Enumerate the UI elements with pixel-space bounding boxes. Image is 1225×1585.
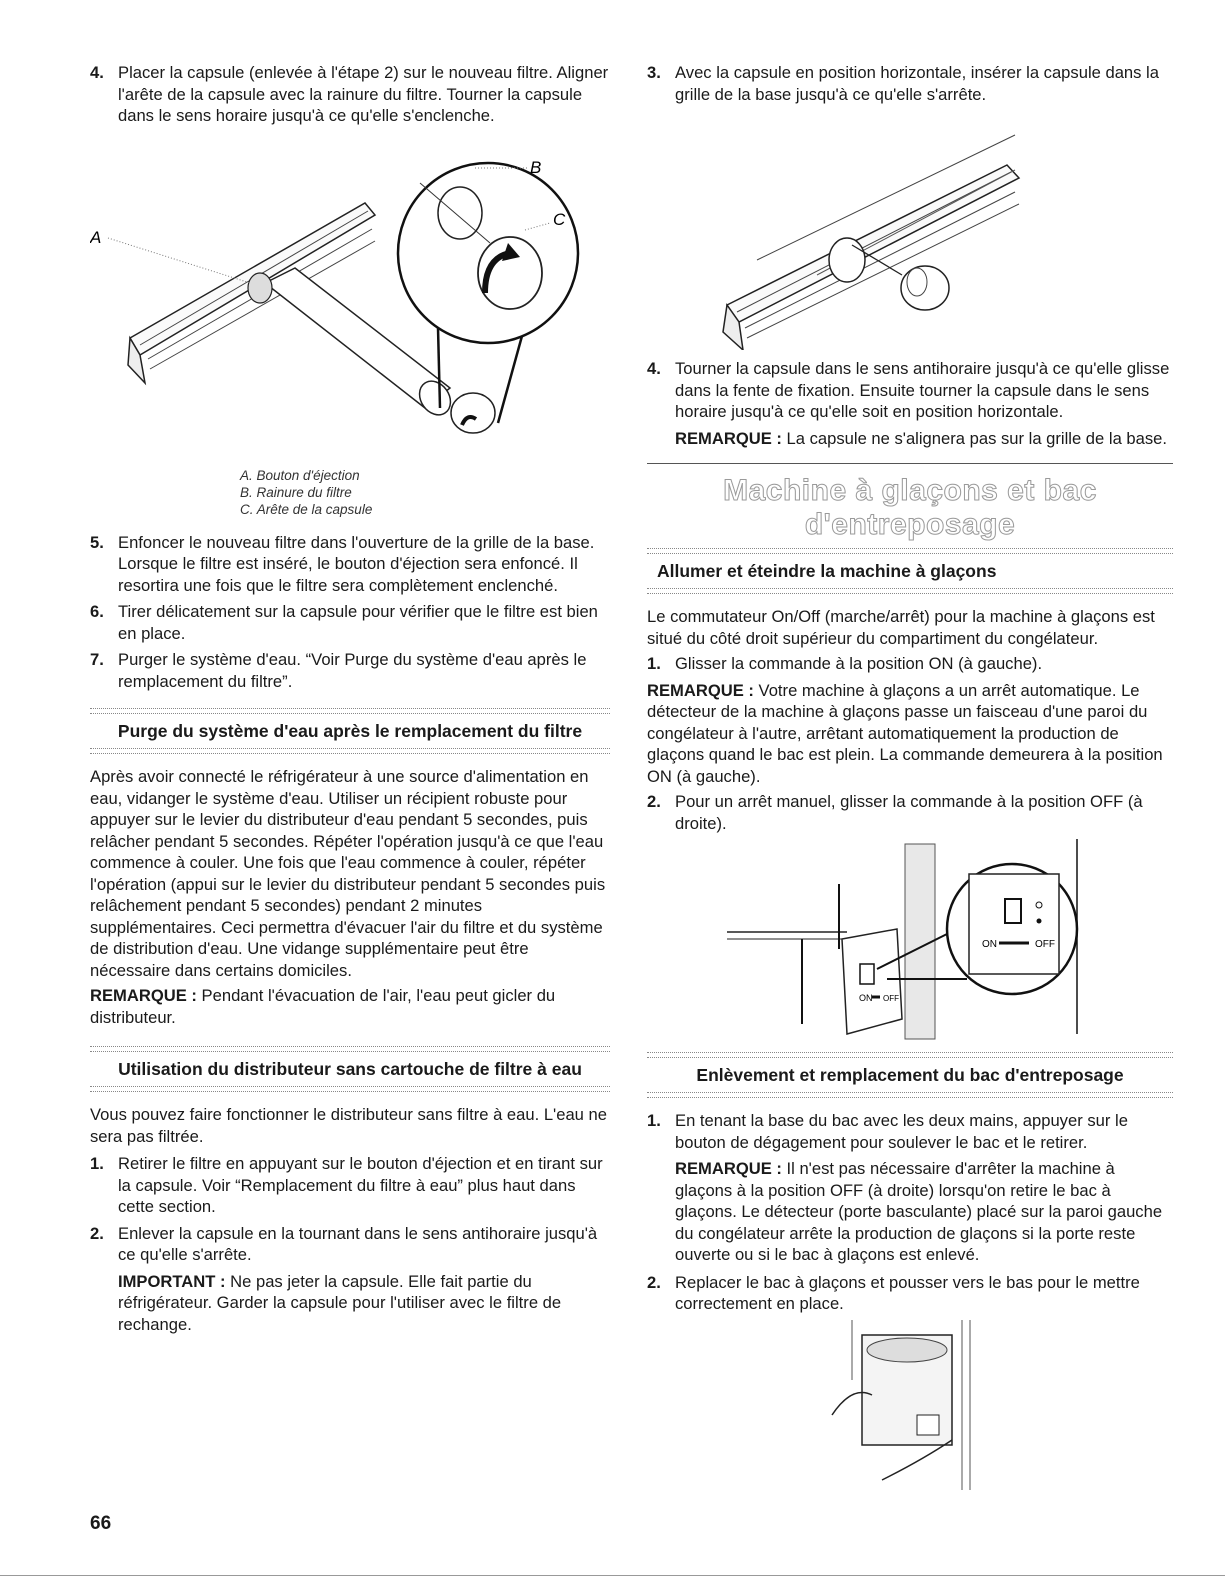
divider	[647, 1052, 1173, 1058]
step-text: Glisser la commande à la position ON (à gauche).	[675, 654, 1043, 673]
section-title: Machine à glaçons et bac d'entreposage	[723, 474, 1097, 541]
right-column	[647, 62, 1173, 1490]
label-c: C	[553, 209, 566, 229]
step-number: 2.	[90, 1223, 104, 1243]
step-text: Placer la capsule (enlevée à l'étape 2) sur le nouveau filtre. Aligner l'arête de la capsule avec la rainure du filtre. Tourner la capsule dans le sens horaire jusqu'à ce qu'elle s'enclenche.	[118, 63, 609, 125]
purge-heading: Purge du système d'eau après le remplacement du filtre	[117, 721, 583, 741]
note-keyword: REMARQUE :	[90, 986, 197, 1005]
step-4-right	[647, 358, 1173, 423]
util-paragraph: Vous pouvez faire fonctionner le distributeur sans filtre à eau. L'eau ne sera pas filtrée.	[90, 1105, 607, 1146]
step-text: En tenant la base du bac avec les deux mains, appuyer sur le bouton de dégagement pour soulever le bac et le retirer.	[675, 1111, 1128, 1152]
section-rule	[647, 463, 1173, 464]
important-note	[118, 1271, 610, 1336]
ice-switch-illustration	[647, 839, 1173, 1044]
divider	[647, 588, 1173, 594]
page-number: 66	[90, 1513, 112, 1534]
step-number: 1.	[90, 1154, 104, 1173]
switch-off-label: OFF	[1035, 939, 1055, 950]
bin-step-2	[647, 1272, 1173, 1315]
util-step-1	[90, 1153, 610, 1218]
step-number: 1.	[647, 654, 661, 673]
left-column	[90, 62, 610, 1341]
step-7	[90, 649, 610, 692]
ice-heading: Allumer et éteindre la machine à glaçons	[657, 561, 997, 581]
ice-step-1	[647, 653, 1173, 675]
ice-step-2	[647, 791, 1173, 834]
step-6	[90, 601, 610, 644]
caption-a: A. Bouton d'éjection	[240, 467, 360, 483]
bin-heading: Enlèvement et remplacement du bac d'entreposage	[696, 1065, 1124, 1085]
step-text: Enlever la capsule en la tournant dans le sens antihoraire jusqu'à ce qu'elle s'arrête.	[118, 1223, 598, 1264]
bin-step-1	[647, 1110, 1173, 1153]
step-3-right	[647, 62, 1173, 105]
step-text: Tirer délicatement sur la capsule pour vérifier que le filtre est bien en place.	[118, 602, 598, 643]
divider	[90, 708, 610, 714]
step-number: 1.	[647, 1111, 661, 1130]
step-number: 4.	[90, 63, 104, 82]
note-text: Pendant l'évacuation de l'air, l'eau peut gicler du distributeur.	[90, 986, 556, 1027]
step-text: Pour un arrêt manuel, glisser la commande à la position OFF (à droite).	[675, 792, 1143, 833]
purge-paragraph: Après avoir connecté le réfrigérateur à une source d'alimentation en eau, vidanger le système d'eau. Utiliser un récipient robuste pour appuyer sur le levier du distributeur d'eau pendant 5 secondes, puis relâcher pendant 5 secondes. Répéter l'opération jusqu'à ce que l'eau commence à couler. Une fois que l'eau commence à couler, répéter l'opération (appui sur le levier du distributeur pendant 5 secondes puis relâchement pendant 5 secondes) pendant 2 minutes supplémentaires. Ceci permettra d'évacuer l'air du filtre et du système de distribution d'eau. Une vidange supplémentaire peut être nécessaire dans certains domiciles.	[90, 767, 606, 980]
note-keyword: REMARQUE :	[675, 1159, 782, 1178]
note-text: La capsule ne s'alignera pas sur la grille de la base.	[781, 428, 1167, 448]
step-number: 3.	[647, 63, 661, 82]
note-keyword: REMARQUE :	[675, 428, 782, 448]
purge-note	[90, 985, 610, 1028]
important-keyword: IMPORTANT :	[118, 1271, 226, 1291]
bottom-rule	[0, 1575, 1225, 1576]
step-text: Retirer le filtre en appuyant sur le bouton d'éjection et en tirant sur la capsule. Voir “Remplacement du filtre à eau” plus haut dans cette section.	[118, 1154, 603, 1216]
bin-note	[675, 1158, 1173, 1266]
switch-on-label: ON	[982, 939, 997, 950]
capsule-insert-illustration	[647, 110, 1173, 350]
util-heading: Utilisation du distributeur sans cartouche de filtre à eau	[118, 1059, 582, 1079]
caption-c: C. Arête de la capsule	[240, 501, 373, 517]
divider	[647, 548, 1173, 554]
divider	[647, 1092, 1173, 1098]
step-text: Purger le système d'eau. “Voir Purge du système d'eau après le remplacement du filtre”.	[118, 650, 587, 691]
step-number: 5.	[90, 532, 104, 552]
filter-capsule-illustration	[90, 133, 610, 463]
caption-b: B. Rainure du filtre	[240, 484, 352, 500]
divider	[90, 1086, 610, 1092]
step-number: 2.	[647, 1272, 661, 1292]
switch-off-label-small: OFF	[883, 994, 899, 1003]
ice-note	[647, 680, 1173, 788]
divider	[90, 1046, 610, 1052]
step-4-left	[90, 62, 610, 127]
step-number: 2.	[647, 792, 661, 811]
ice-bin-illustration	[822, 1320, 1173, 1490]
step-text: Enfoncer le nouveau filtre dans l'ouverture de la grille de la base. Lorsque le filtre est inséré, le bouton d'éjection sera enfoncé. Il resortira une fois que le filtre sera complètement enclenché.	[118, 532, 595, 595]
important-text: Ne pas jeter la capsule. Elle fait partie du réfrigérateur. Garder la capsule pour l'utiliser avec le filtre de rechange.	[118, 1271, 562, 1334]
note-text: Il n'est pas nécessaire d'arrêter la machine à glaçons à la position OFF (à droite) lorsqu'on retire le bac à glaçons. Le détecteur (porte basculante) placé sur la paroi gauche du congélateur arrête la production de glaçons si la porte reste ouverte ou si le bac à glaçons est enlevé.	[675, 1159, 1163, 1264]
divider	[90, 748, 610, 754]
step-number: 6.	[90, 602, 104, 621]
label-a: A	[90, 227, 102, 247]
util-step-2	[90, 1223, 610, 1266]
label-b: B	[530, 157, 542, 177]
figure-captions	[240, 467, 610, 518]
step-number: 7.	[90, 650, 104, 669]
ice-paragraph: Le commutateur On/Off (marche/arrêt) pour la machine à glaçons est situé du côté droit supérieur du compartiment du congélateur.	[647, 607, 1155, 648]
step-4-note	[675, 428, 1173, 450]
step-text: Replacer le bac à glaçons et pousser vers le bas pour le mettre correctement en place.	[675, 1272, 1140, 1313]
switch-on-label-small: ON	[859, 993, 873, 1003]
note-text: Votre machine à glaçons a un arrêt automatique. Le détecteur de la machine à glaçons passe un faisceau d'une paroi du congélateur à l'autre, arrêtant automatiquement la production de glaçons quand le bac est plein. La commande demeurera à la position ON (à gauche).	[647, 680, 1163, 786]
step-text: Tourner la capsule dans le sens antihoraire jusqu'à ce qu'elle glisse dans la fente de fixation. Ensuite tourner la capsule dans le sens horaire jusqu'à ce qu'elle soit en position horizontale.	[675, 359, 1170, 421]
step-5	[90, 532, 610, 597]
step-text: Avec la capsule en position horizontale, insérer la capsule dans la grille de la base jusqu'à ce qu'elle s'arrête.	[675, 63, 1159, 104]
step-number: 4.	[647, 359, 661, 378]
note-keyword: REMARQUE :	[647, 680, 754, 700]
